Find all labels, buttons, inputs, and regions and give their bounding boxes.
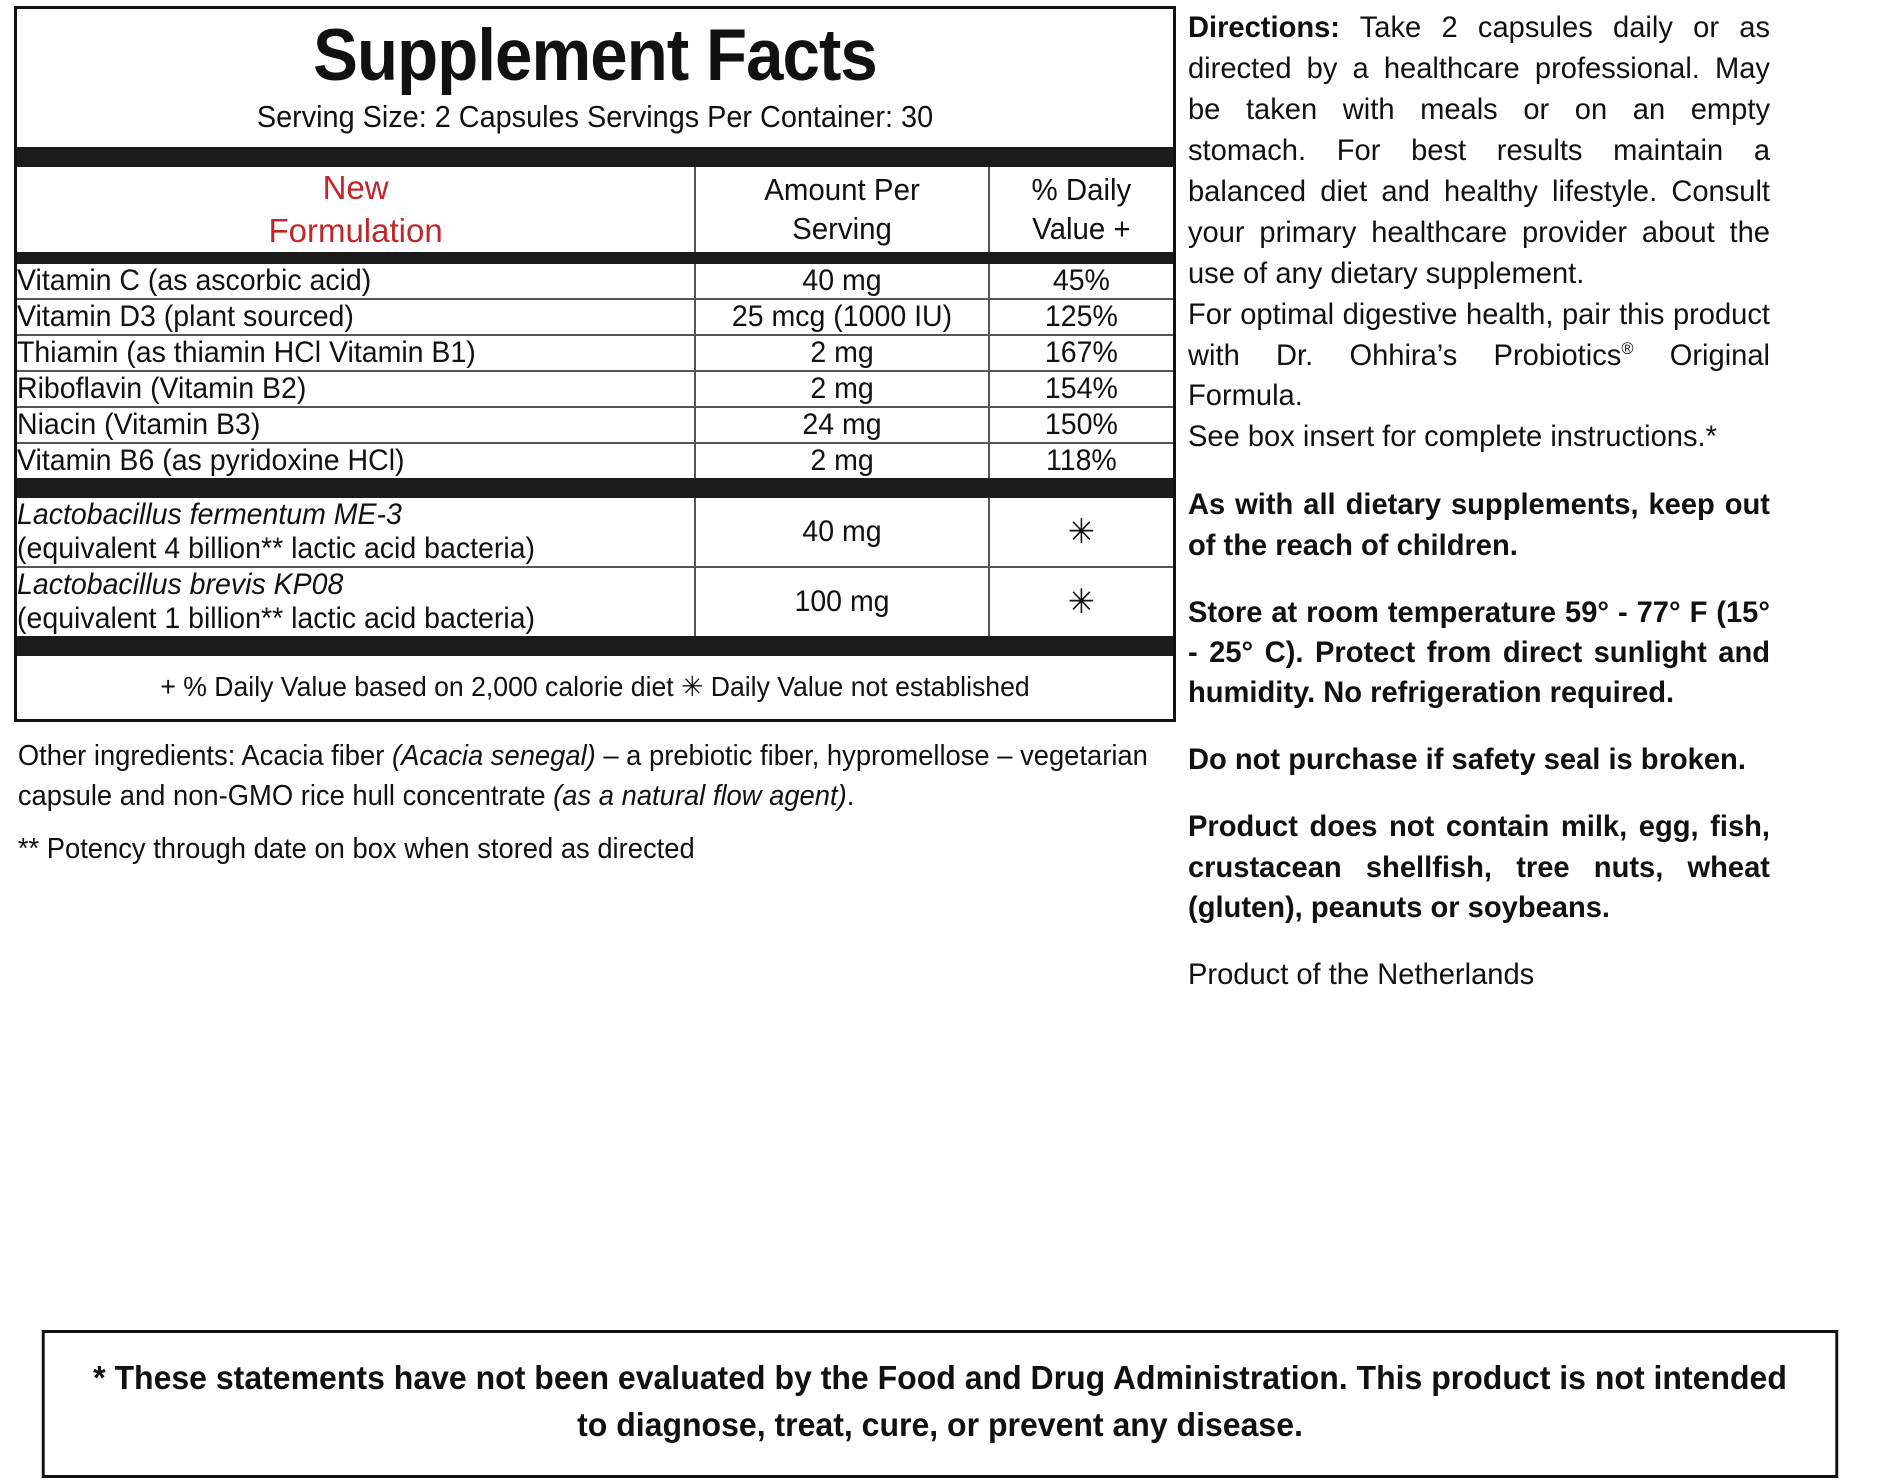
daily-value-footnote: + % Daily Value based on 2,000 calorie diet ✳ Daily Value not established	[160, 670, 1030, 702]
directions-paragraph	[1188, 8, 1770, 295]
serving-size-line: Serving Size: 2 Capsules Servings Per Container: 30	[256, 99, 934, 135]
nutrient-daily-value: 150%	[994, 407, 1169, 443]
nutrient-daily-value: 118%	[994, 443, 1169, 478]
new-formulation-line2: Formulation	[268, 211, 443, 249]
nutrient-daily-value: 125%	[994, 299, 1169, 335]
probiotics-table	[17, 498, 1173, 636]
nutrient-name: Riboflavin (Vitamin B2)	[17, 371, 661, 407]
directions-column	[1182, 6, 1872, 995]
divider-thick-top	[17, 147, 1173, 167]
probiotic-amount: 100 mg	[703, 567, 982, 636]
probiotic-species: Lactobacillus fermentum ME-3	[17, 497, 402, 531]
new-formulation-header	[17, 167, 695, 251]
other-ingredients-tail: .	[846, 780, 855, 813]
nutrient-amount: 24 mg	[703, 407, 982, 443]
table-row	[17, 567, 1173, 636]
nutrient-name: Vitamin B6 (as pyridoxine HCl)	[17, 443, 405, 477]
probiotic-name-cell	[17, 498, 695, 567]
pairing-paragraph	[1188, 295, 1770, 418]
acacia-senegal-italic: (Acacia senegal)	[391, 739, 596, 772]
table-row	[17, 498, 1173, 567]
nutrient-amount: 25 mcg (1000 IU)	[703, 299, 982, 335]
table-row	[17, 299, 1173, 335]
directions-label: Directions:	[1188, 11, 1341, 44]
probiotic-equivalent: (equivalent 1 billion** lactic acid bacteria)	[17, 601, 536, 635]
warning-allergens: Product does not contain milk, egg, fish, crustacean shellfish, tree nuts, wheat (gluten), peanuts or soybeans.	[1188, 810, 1770, 924]
warning-storage: Store at room temperature 59° - 77° F (15° - 25° C). Protect from direct sunlight and humidity. No refrigeration required.	[1188, 595, 1770, 710]
panel-title: Supplement Facts	[313, 15, 877, 96]
dv-header-line1: % Daily	[1031, 171, 1132, 207]
see-box-insert: See box insert for complete instructions.*	[1188, 420, 1717, 454]
nutrient-daily-value: 167%	[994, 335, 1169, 371]
probiotic-daily-value: ✳	[994, 567, 1169, 636]
amount-per-serving-header	[703, 167, 982, 251]
nutrient-amount: 2 mg	[703, 335, 982, 371]
table-row	[17, 335, 1173, 371]
probiotic-equivalent: (equivalent 4 billion** lactic acid bacteria)	[17, 531, 536, 565]
table-header-row	[17, 167, 1173, 251]
flow-agent-italic: (as a natural flow agent)	[553, 780, 847, 813]
fda-disclaimer: * These statements have not been evaluated by the Food and Drug Administration. This product is not intended to diagnose, treat, cure, or prevent any disease.	[42, 1330, 1838, 1478]
pairing-tail: Original Formula.	[1188, 338, 1771, 413]
country-of-origin: Product of the Netherlands	[1188, 958, 1535, 991]
nutrition-table	[17, 167, 1173, 251]
daily-value-header	[994, 167, 1169, 251]
nutrient-name: Thiamin (as thiamin HCl Vitamin B1)	[17, 335, 661, 371]
table-row	[17, 264, 1173, 299]
other-ingredients-text	[14, 722, 1183, 817]
divider-before-footnote	[17, 636, 1173, 656]
nutrient-amount: 2 mg	[703, 443, 982, 478]
nutrient-daily-value: 154%	[994, 371, 1169, 407]
nutrient-name: Niacin (Vitamin B3)	[17, 407, 661, 443]
directions-body: Take 2 capsules daily or as directed by a healthcare professional. May be taken with meals or on an empty stomach. For best results maintain a balanced diet and healthy lifestyle. Consult your primary healthcare provider about the use of any dietary supplement.	[1188, 11, 1770, 290]
nutrient-daily-value: 45%	[994, 264, 1169, 299]
probiotic-species: Lactobacillus brevis KP08	[17, 567, 344, 601]
warning-keep-out-of-reach: As with all dietary supplements, keep out of the reach of children.	[1188, 488, 1770, 562]
fda-disclaimer-wrapper	[14, 1330, 1866, 1478]
table-row	[17, 443, 1173, 478]
pairing-text: For optimal digestive health, pair this product with Dr. Ohhira’s Probiotics	[1188, 297, 1770, 372]
registered-trademark-icon: ®	[1621, 338, 1634, 358]
probiotic-daily-value: ✳	[994, 498, 1169, 567]
nutrient-name: Vitamin C (as ascorbic acid)	[17, 264, 661, 299]
supplement-facts-panel	[14, 6, 1176, 722]
potency-note: ** Potency through date on box when stored as directed	[17, 832, 695, 865]
warning-safety-seal: Do not purchase if safety seal is broken.	[1188, 743, 1746, 777]
divider-below-header	[17, 252, 1173, 264]
probiotic-amount: 40 mg	[703, 498, 982, 567]
table-row	[17, 407, 1173, 443]
table-row	[17, 371, 1173, 407]
nutrient-amount: 40 mg	[703, 264, 982, 299]
divider-before-probiotics	[17, 478, 1173, 498]
supplement-facts-column	[14, 6, 1182, 866]
probiotic-name-cell	[17, 567, 695, 636]
nutrient-amount: 2 mg	[703, 371, 982, 407]
nutrient-name: Vitamin D3 (plant sourced)	[17, 299, 661, 335]
other-ingredients-mid: – a prebiotic fiber, hypromellose – vegetarian capsule and non-GMO rice hull concentrate	[17, 739, 1148, 813]
other-ingredients-lead: Other ingredients: Acacia fiber	[17, 739, 392, 772]
vitamins-table	[17, 264, 1173, 478]
dv-header-line2: Value +	[1032, 210, 1131, 246]
amount-header-line1: Amount Per	[764, 171, 920, 207]
new-formulation-line1: New	[322, 169, 389, 207]
amount-header-line2: Serving	[792, 210, 893, 246]
